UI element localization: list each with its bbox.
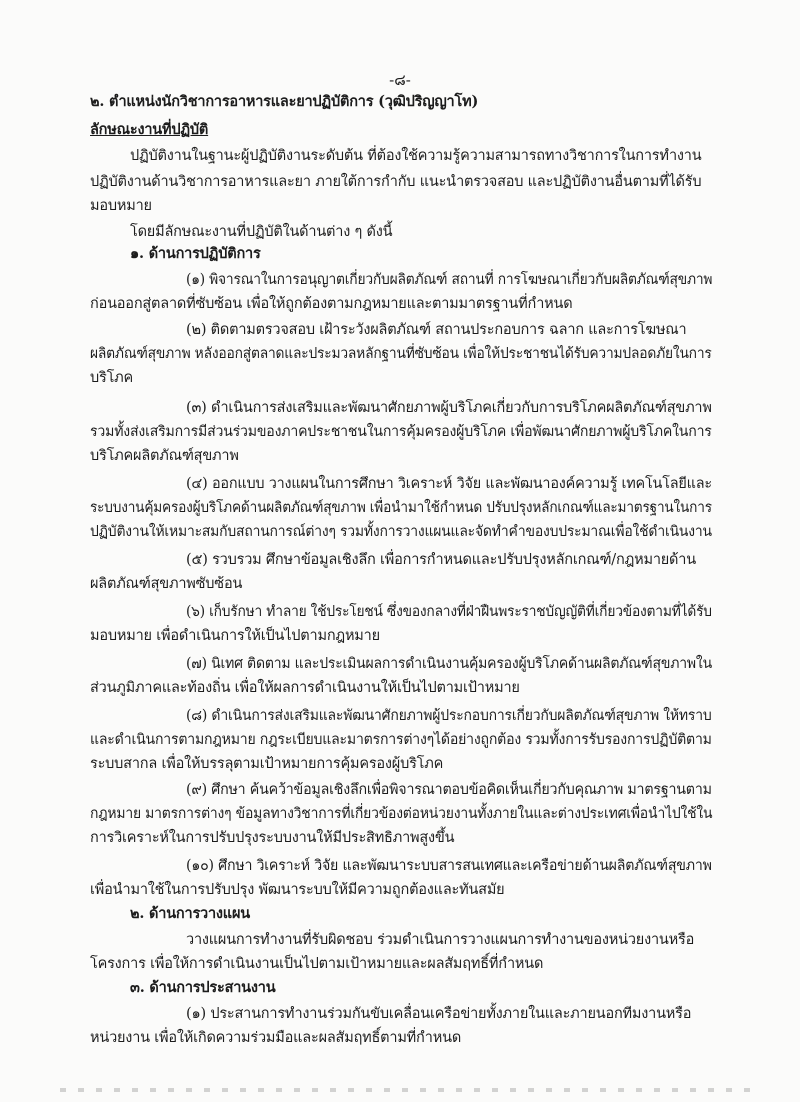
text-line: (๒) ติดตามตรวจสอบ เฝ้าระวังผลิตภัณฑ์ สถานประกอบการ ฉลาก และการโฆษณา [186,322,687,338]
text-line: (๑๐) ศึกษา วิเคราะห์ วิจัย และพัฒนาระบบสารสนเทศและเครือข่ายด้านผลิตภัณฑ์สุขภาพ [186,858,712,874]
text-line: ส่วนภูมิภาคและท้องถิ่น เพื่อให้ผลการดำเนินงานให้เป็นไปตามเป้าหมาย [90,680,520,696]
text-line: (๗) นิเทศ ติดตาม และประเมินผลการดำเนินงานคุ้มครองผู้บริโภคด้านผลิตภัณฑ์สุขภาพใน [186,656,712,672]
text-line: และดำเนินการตามกฎหมาย กฎระเบียบและมาตรการต่างๆได้อย่างถูกต้อง รวมทั้งการรับรองการปฏิบัติตาม [90,732,712,748]
section-subheading: ลักษณะงานที่ปฏิบัติ [90,121,209,138]
scan-edge-artifact [60,1088,760,1092]
text-line: หน่วยงาน เพื่อให้เกิดความร่วมมือและผลสัมฤทธิ์ตามที่กำหนด [90,1030,462,1046]
text-line: (๙) ศึกษา ค้นคว้าข้อมูลเชิงลึกเพื่อพิจารณาตอบข้อคิดเห็นเกี่ยวกับคุณภาพ มาตรฐานตาม [186,782,712,798]
text-line: ปฏิบัติงานในฐานะผู้ปฏิบัติงานระดับต้น ที่ต้องใช้ความรู้ความสามารถทางวิชาการในการทำงาน [130,148,702,164]
text-line: ผลิตภัณฑ์สุขภาพ หลังออกสู่ตลาดและประมวลหลักฐานที่ซับซ้อน เพื่อให้ประชาชนได้รับความปลอดภัยในการ [90,346,712,362]
text-line: (๑) ประสานการทำงานร่วมกันขับเคลื่อนเครือข่ายทั้งภายในและภายนอกทีมงานหรือ [186,1006,692,1022]
item-heading: ๑. ด้านการปฏิบัติการ [130,245,261,262]
section-heading: ๒. ตำแหน่งนักวิชาการอาหารและยาปฏิบัติการ (วุฒิปริญญาโท) [90,93,479,110]
item-heading: ๓. ด้านการประสานงาน [130,979,276,996]
text-line: (๕) รวบรวม ศึกษาข้อมูลเชิงลึก เพื่อการกำหนดและปรับปรุงหลักเกณฑ์/กฎหมายด้าน [186,552,696,568]
text-line: เพื่อนำมาใช้ในการปรับปรุง พัฒนาระบบให้มีความถูกต้องและทันสมัย [90,882,505,898]
text-line: ระบบสากล เพื่อให้บรรลุตามเป้าหมายการคุ้มครองผู้บริโภค [90,756,444,772]
text-line: วางแผนการทำงานที่รับผิดชอบ ร่วมดำเนินการวางแผนการทำงานของหน่วยงานหรือ [186,932,695,948]
page-number: -๘- [389,71,411,89]
text-line: โดยมีลักษณะงานที่ปฏิบัติในด้านต่าง ๆ ดังนี้ [130,224,393,240]
text-line: บริโภคผลิตภัณฑ์สุขภาพ [90,448,239,464]
text-line: รวมทั้งส่งเสริมการมีส่วนร่วมของภาคประชาชนในการคุ้มครองผู้บริโภค เพื่อพัฒนาศักยภาพผู้บริโภคในการ [90,424,712,440]
text-line: ระบบงานคุ้มครองผู้บริโภคด้านผลิตภัณฑ์สุขภาพ เพื่อนำมาใช้กำหนด ปรับปรุงหลักเกณฑ์และมาตรฐานในการ [90,500,712,516]
text-line: บริโภค [90,370,134,386]
text-line: มอบหมาย [90,198,152,214]
text-line: กฎหมาย มาตรการต่างๆ ข้อมูลทางวิชาการที่เกี่ยวข้องต่อหน่วยงานทั้งภายในและต่างประเทศเพื่อนำไปใช้ใน [90,806,713,822]
text-line: ปฏิบัติงานด้านวิชาการอาหารและยา ภายใต้การกำกับ แนะนำตรวจสอบ และปฏิบัติงานอื่นตามที่ได้รับ [90,174,702,190]
text-line: ผลิตภัณฑ์สุขภาพซับซ้อน [90,576,243,592]
text-line: การวิเคราะห์ในการปรับปรุงระบบงานให้มีประสิทธิภาพสูงขึ้น [90,830,455,846]
text-line: โครงการ เพื่อให้การดำเนินงานเป็นไปตามเป้าหมายและผลสัมฤทธิ์ที่กำหนด [90,956,544,972]
text-line: ก่อนออกสู่ตลาดที่ซับซ้อน เพื่อให้ถูกต้องตามกฎหมายและตามมาตรฐานที่กำหนด [90,296,573,312]
text-line: มอบหมาย เพื่อดำเนินการให้เป็นไปตามกฎหมาย [90,628,380,644]
text-line: ปฏิบัติงานให้เหมาะสมกับสถานการณ์ต่างๆ รวมทั้งการวางแผนและจัดทำคำของบประมาณเพื่อใช้ดำเนินงาน [90,524,712,540]
text-line: (๓) ดำเนินการส่งเสริมและพัฒนาศักยภาพผู้บริโภคเกี่ยวกับการบริโภคผลิตภัณฑ์สุขภาพ [186,400,712,416]
text-line: (๘) ดำเนินการส่งเสริมและพัฒนาศักยภาพผู้ประกอบการเกี่ยวกับผลิตภัณฑ์สุขภาพ ให้ทราบ [186,708,712,724]
item-heading: ๒. ด้านการวางแผน [130,905,250,922]
text-line: (๔) ออกแบบ วางแผนในการศึกษา วิเคราะห์ วิจัย และพัฒนาองค์ความรู้ เทคโนโลยีและ [186,476,712,492]
text-line: (๑) พิจารณาในการอนุญาตเกี่ยวกับผลิตภัณฑ์ สถานที่ การโฆษณาเกี่ยวกับผลิตภัณฑ์สุขภาพ [186,272,713,288]
text-line: (๖) เก็บรักษา ทำลาย ใช้ประโยชน์ ซึ่งของกลางที่ฝ่าฝืนพระราชบัญญัติที่เกี่ยวข้องตามที่ได้รับ [186,604,712,620]
